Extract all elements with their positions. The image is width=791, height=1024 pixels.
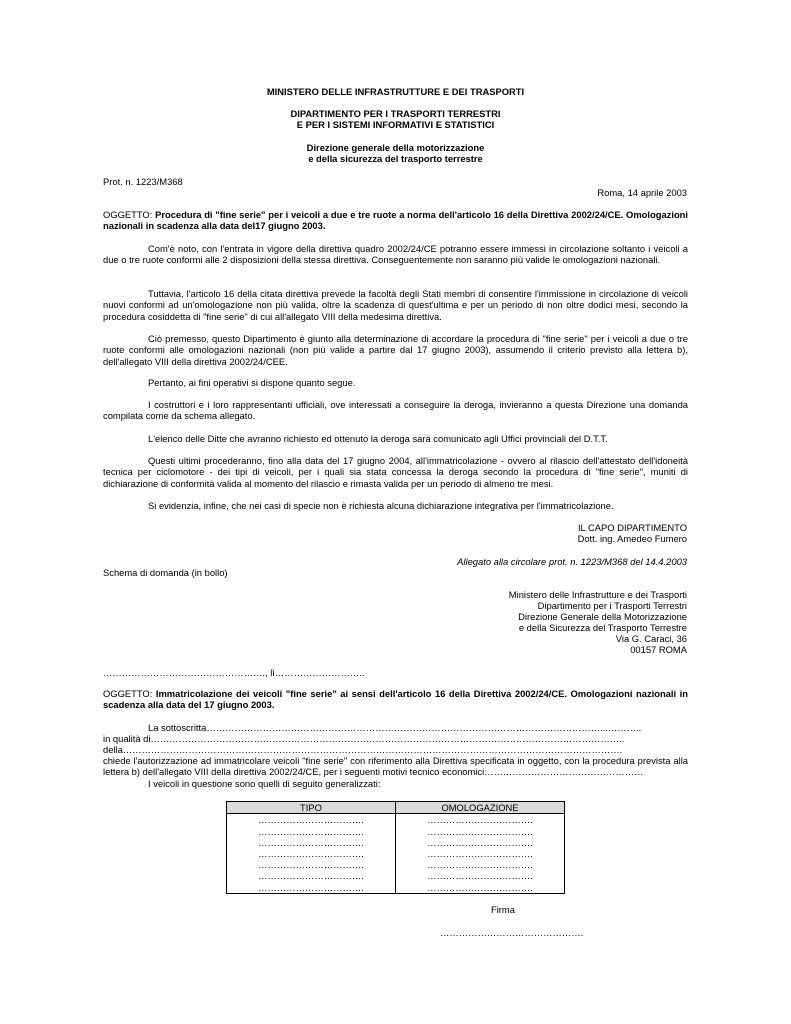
addressee-line-4: e della Sicurezza del Trasporto Terrestre: [518, 622, 687, 633]
signature-name: Dott. ing. Amedeo Fumero: [577, 533, 687, 544]
form-vehicles-intro: I veicoli in questione sono quelli di seguito generalizzati:: [148, 778, 381, 789]
paragraph-7: Questi ultimi procederanno, fino alla data del 17 giugno 2004, all'immatricolazione - ovvero al rilascio dell'attestato dell'idoneità tecnica per ciclomotore - dei tipi di veicoli, per i quali sia stata concessa la deroga secondo la procedura di "fine serie", muniti di dichiarazione di conformità valida al momento del rilascio e rimasta valida per un periodo di almeno tre mesi.: [103, 455, 688, 489]
table-header-tipo: TIPO: [227, 802, 396, 814]
form-line-role: in qualità di……………………………………………………………………………………………………………………………………..: [103, 733, 625, 744]
department-heading-line1: DIPARTIMENTO PER I TRASPORTI TERRESTRI: [290, 108, 501, 119]
subject-label: OGGETTO:: [103, 209, 156, 220]
table-row: [227, 814, 565, 893]
firma-line: ……………………………………….: [440, 927, 584, 938]
form-request-text: chiede l'autorizzazione ad immatricolare veicoli "fine serie" con riferimento alla Direttiva specificata in oggetto, con la procedura prevista alla lettera b) dell'allegato VIII della direttiva 2002/24/CE, per i seguenti motivi tecnico economici……………………………………………: [103, 755, 688, 778]
form-subject: [103, 688, 688, 711]
firma-label: Firma: [491, 904, 515, 915]
subject-text: Procedura di "fine serie" per i veicoli a due e tre ruote a norma dell'articolo 16 della Direttiva 2002/24/CE. Omologazioni nazionali in scadenza alla data del17 giugno 2003.: [103, 209, 689, 232]
paragraph-1: Com'è noto, con l'entrata in vigore della direttiva quadro 2002/24/CE potranno essere immessi in circolazione soltanto i veicoli a due o tre ruote conformi alle 2 disposizioni della stessa direttiva. Conseguentemente non saranno più valide le omologazioni nazionali.: [103, 243, 688, 266]
table-cell-tipo: ……………………………. ……………………………. ……………………………. ……………………………. ……………………………. ……………………………. …………………………….: [227, 814, 396, 893]
form-line-company: della…………………………………………………………………………………………………………………………………………….: [103, 744, 623, 755]
paragraph-3: Ciò premesso, questo Dipartimento è giunto alla determinazione di accordare la procedura di "fine serie" per i veicoli a due o tre ruote conformi alle omologazioni nazionali (non più valide a partire dal 17 giugno 2003), assumendo il criterio previsto alla lettera b), dell'allegato VIII della direttiva 2002/24/CEE.: [103, 333, 688, 367]
ministry-heading: MINISTERO DELLE INFRASTRUTTURE E DEI TRASPORTI: [266, 86, 525, 97]
document-date: Roma, 14 aprile 2003: [597, 187, 687, 198]
paragraph-4: Pertanto, ai fini operativi si dispone quanto segue.: [148, 377, 356, 388]
subject: [103, 209, 688, 232]
paragraph-8: Si evidenzia, infine, che nei casi di specie non è richiesta alcuna dichiarazione integrativa per l'immatricolazione.: [148, 500, 614, 511]
addressee-line-1: Ministero delle Infrastrutture e dei Trasporti: [508, 589, 687, 600]
schema-label: Schema di domanda (in bollo): [103, 567, 228, 578]
form-subject-text: Immatricolazione dei veicoli "fine serie" ai sensi dell'articolo 16 della Direttiva 2002/24/CE. Omologazioni nazionali in scadenza alla data del 17 giugno 2003.: [103, 688, 689, 711]
department-heading-line2: E PER I SISTEMI INFORMATIVI E STATISTICI: [296, 119, 495, 130]
table-cell-omologazione: ……………………………. ……………………………. ……………………………. ……………………………. ……………………………. ……………………………. …………………………….: [396, 814, 565, 893]
paragraph-5: I costruttori e i loro rappresentanti ufficiali, ove interessati a conseguire la deroga, invieranno a questa Direzione una domanda compilata come da schema allegato.: [103, 399, 688, 422]
addressee-line-5: Via G. Caraci, 36: [615, 633, 687, 644]
paragraph-6: L'elenco delle Ditte che avranno richiesto ed ottenuto la deroga sarà comunicato agli Uffici provinciali del D.T.T.: [148, 433, 608, 444]
directorate-heading-line1: Direzione generale della motorizzazione: [306, 142, 485, 153]
directorate-heading-line2: e della sicurezza del trasporto terrestre: [308, 153, 483, 164]
addressee-line-3: Direzione Generale della Motorizzazione: [518, 611, 687, 622]
addressee-line-6: 00157 ROMA: [630, 644, 687, 655]
annex-note: Allegato alla circolare prot. n. 1223/M368 del 14.4.2003: [457, 556, 687, 567]
table-header-omologazione: OMOLOGAZIONE: [396, 802, 565, 814]
place-date-line: ……………………………………………., lì………………………..: [103, 667, 365, 678]
protocol-number: Prot. n. 1223/M368: [103, 176, 183, 187]
form-subject-label: OGGETTO:: [103, 688, 156, 699]
form-line-signatory: La sottoscritta………………………………………………………………………………………………………………...………..: [148, 722, 642, 733]
signature-title: IL CAPO DIPARTIMENTO: [577, 522, 687, 533]
addressee-line-2: Dipartimento per i Trasporti Terrestri: [537, 600, 687, 611]
vehicles-table: [226, 801, 565, 894]
paragraph-2: Tuttavia, l'articolo 16 della citata direttiva prevede la facoltà degli Stati membri di consentire l'immissione in circolazione di veicoli nuovi conformi ad un'omologazione non più valida, oltre la scadenza di quest'ultima e per un periodo di non oltre dodici mesi, secondo la procedura cosiddetta di "fine serie" di cui all'allegato VIII della medesima direttiva.: [103, 288, 688, 322]
